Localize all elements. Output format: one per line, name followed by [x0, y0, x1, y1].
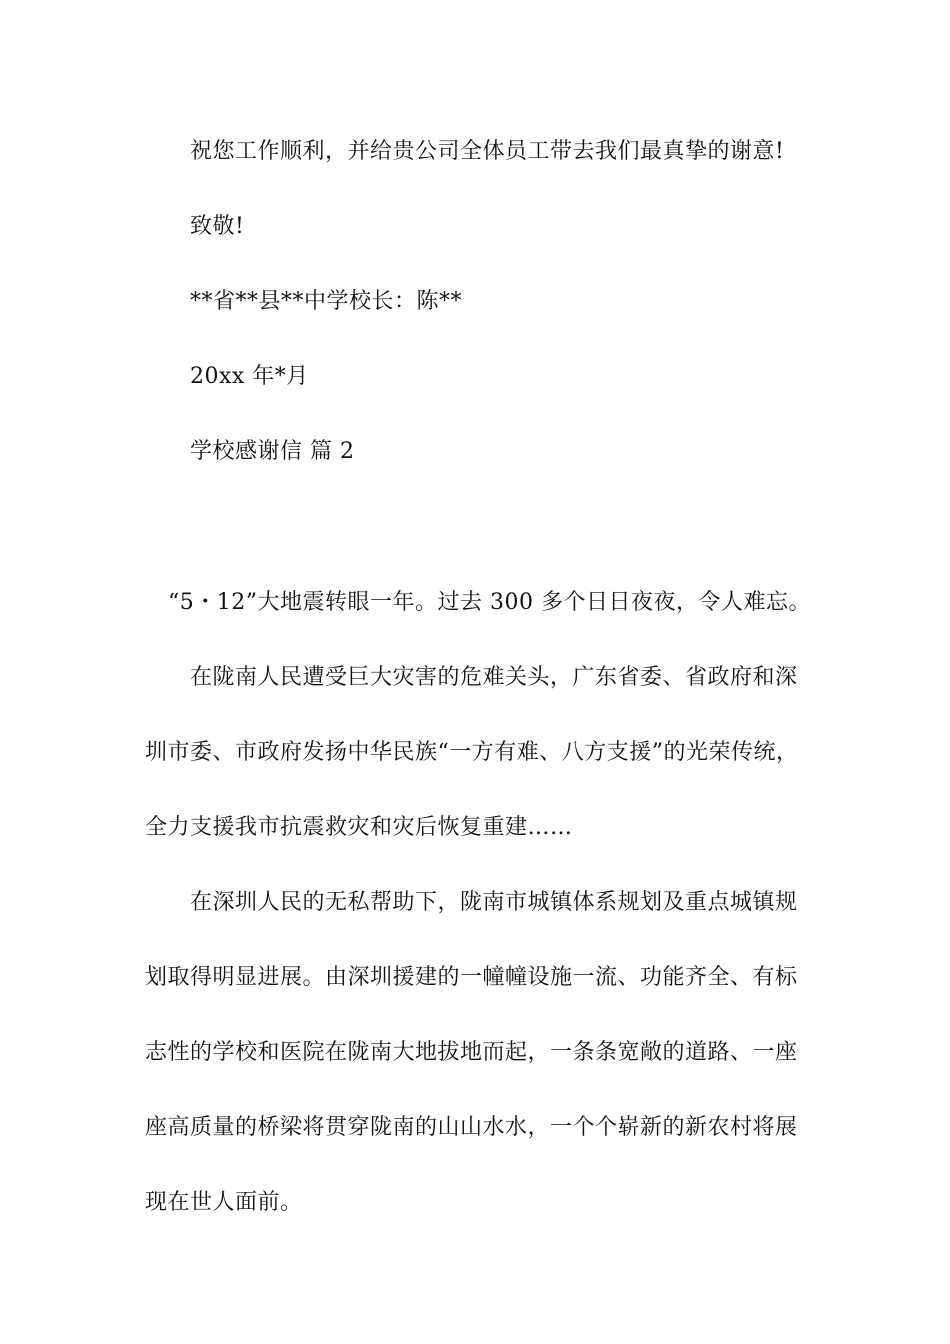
paragraph-line: 圳市委、市政府发扬中华民族“一方有难、八方支援”的光荣传统， — [145, 740, 799, 765]
date-line: 20xx 年*月 — [190, 364, 309, 389]
paragraph-line: “5・12”大地震转眼一年。过去 300 多个日日夜夜，令人难忘。 — [168, 590, 811, 615]
paragraph-line: 现在世人面前。 — [145, 1190, 303, 1215]
closing-wish-line: 祝您工作顺利，并给贵公司全体员工带去我们最真挚的谢意! — [190, 139, 785, 164]
paragraph-line: 座高质量的桥梁将贯穿陇南的山山水水，一个个崭新的新农村将展 — [145, 1115, 798, 1140]
paragraph-line: 全力支援我市抗震救灾和灾后恢复重建…… — [145, 815, 573, 840]
salutation-line: 致敬! — [190, 214, 245, 239]
paragraph-line: 在陇南人民遭受巨大灾害的危难关头，广东省委、省政府和深 — [190, 665, 798, 690]
paragraph-line: 划取得明显进展。由深圳援建的一幢幢设施一流、功能齐全、有标 — [145, 965, 798, 990]
paragraph-line: 志性的学校和医院在陇南大地拔地而起，一条条宽敞的道路、一座 — [145, 1040, 798, 1065]
section-heading: 学校感谢信 篇 2 — [190, 439, 355, 464]
paragraph-line: 在深圳人民的无私帮助下，陇南市城镇体系规划及重点城镇规 — [190, 890, 798, 915]
signature-line: **省**县**中学校长：陈** — [190, 289, 463, 314]
